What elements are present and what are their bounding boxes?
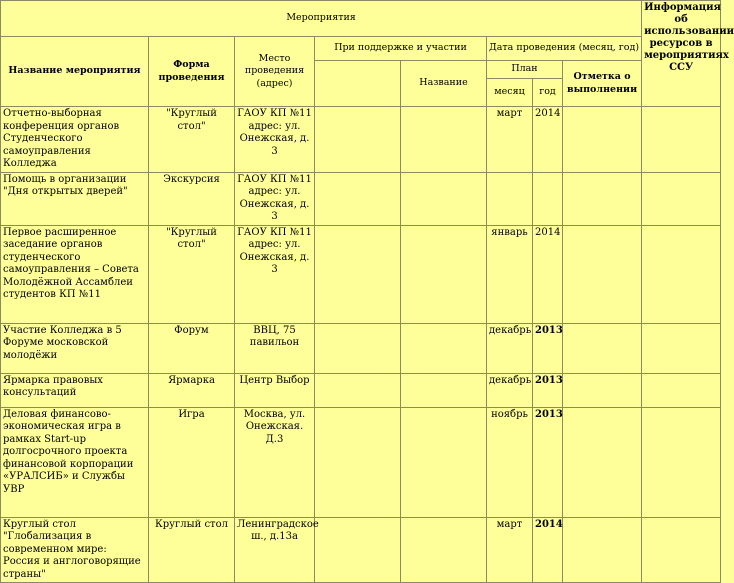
event-name: Первое расширенное заседание органов студенческого самоуправления – Совета Молодёжной Ассамблеи студентов КП №11 (1, 225, 149, 323)
event-title (401, 323, 487, 373)
event-coexec (315, 225, 401, 323)
header-col-form: Форма проведения (149, 37, 235, 107)
event-name: Помощь в организации "Дня открытых дверей" (1, 172, 149, 225)
event-year (533, 172, 563, 225)
table-row (1, 407, 721, 517)
event-month: декабрь (487, 373, 533, 407)
header-title: Название (401, 61, 487, 107)
event-place: ГАОУ КП №11 адрес: ул. Онежская, д. 3 (235, 172, 315, 225)
event-title (401, 107, 487, 173)
event-info (642, 225, 721, 323)
event-info (642, 323, 721, 373)
event-name: Ярмарка правовых консультаций (1, 373, 149, 407)
event-title (401, 373, 487, 407)
event-coexec (315, 323, 401, 373)
event-mark (563, 323, 642, 373)
event-year: 2013 (533, 323, 563, 373)
header-month: месяц (487, 79, 533, 107)
event-form: "Круглый стол" (149, 225, 235, 323)
event-title (401, 517, 487, 583)
event-title (401, 407, 487, 517)
event-place: Москва, ул. Онежская. Д.3 (235, 407, 315, 517)
table-row (1, 517, 721, 583)
event-info (642, 517, 721, 583)
event-name: Деловая финансово-экономическая игра в рамках Start-up долгосрочного проекта финансовой корпорации «УРАЛСИБ» и Службы УВР (1, 407, 149, 517)
table-row (1, 172, 721, 225)
event-name: Круглый стол "Глобализация в современном мире: Россия и англоговорящие страны" (1, 517, 149, 583)
event-year: 2013 (533, 407, 563, 517)
header-info: Информация об использовании ресурсов в мероприятиях ССУ (642, 1, 721, 107)
header-coexec (315, 61, 401, 107)
header-plan: План (487, 61, 563, 79)
event-coexec (315, 407, 401, 517)
event-month: декабрь (487, 323, 533, 373)
header-col-place: Место проведения (адрес) (235, 37, 315, 107)
event-form: Экскурсия (149, 172, 235, 225)
event-mark (563, 225, 642, 323)
event-year: 2014 (533, 225, 563, 323)
event-month: март (487, 107, 533, 173)
event-year: 2013 (533, 373, 563, 407)
event-coexec (315, 373, 401, 407)
event-month: март (487, 517, 533, 583)
header-year: год (533, 79, 563, 107)
event-place: ВВЦ, 75 павильон (235, 323, 315, 373)
event-form: Игра (149, 407, 235, 517)
event-info (642, 172, 721, 225)
event-mark (563, 107, 642, 173)
header-dates: Дата проведения (месяц, год) (487, 37, 642, 61)
event-info (642, 407, 721, 517)
event-title (401, 172, 487, 225)
event-place: Центр Выбор (235, 373, 315, 407)
event-name: Участие Колледжа в 5 Форуме московской молодёжи (1, 323, 149, 373)
event-mark (563, 407, 642, 517)
event-coexec (315, 517, 401, 583)
event-info (642, 107, 721, 173)
header-mark: Отметка о выполнении (563, 61, 642, 107)
event-coexec (315, 172, 401, 225)
table-row (1, 323, 721, 373)
event-year: 2014 (533, 107, 563, 173)
event-form: Круглый стол (149, 517, 235, 583)
event-month: ноябрь (487, 407, 533, 517)
event-form: "Круглый стол" (149, 107, 235, 173)
event-info (642, 373, 721, 407)
header-support: При поддержке и участии (315, 37, 487, 61)
event-year: 2014 (533, 517, 563, 583)
event-month: январь (487, 225, 533, 323)
table-row (1, 107, 721, 173)
header-events: Мероприятия (1, 1, 642, 37)
event-form: Ярмарка (149, 373, 235, 407)
event-mark (563, 517, 642, 583)
event-name: Отчетно-выборная конференция органов Студенческого самоуправления Колледжа (1, 107, 149, 173)
event-month (487, 172, 533, 225)
event-place: ГАОУ КП №11 адрес: ул. Онежская, д. 3 (235, 107, 315, 173)
event-title (401, 225, 487, 323)
table-row (1, 225, 721, 323)
event-place: Ленинградское ш., д.13а (235, 517, 315, 583)
table-row (1, 373, 721, 407)
event-mark (563, 373, 642, 407)
event-mark (563, 172, 642, 225)
event-coexec (315, 107, 401, 173)
event-place: ГАОУ КП №11 адрес: ул. Онежская, д. 3 (235, 225, 315, 323)
header-col-name: Название мероприятия (1, 37, 149, 107)
event-form: Форум (149, 323, 235, 373)
